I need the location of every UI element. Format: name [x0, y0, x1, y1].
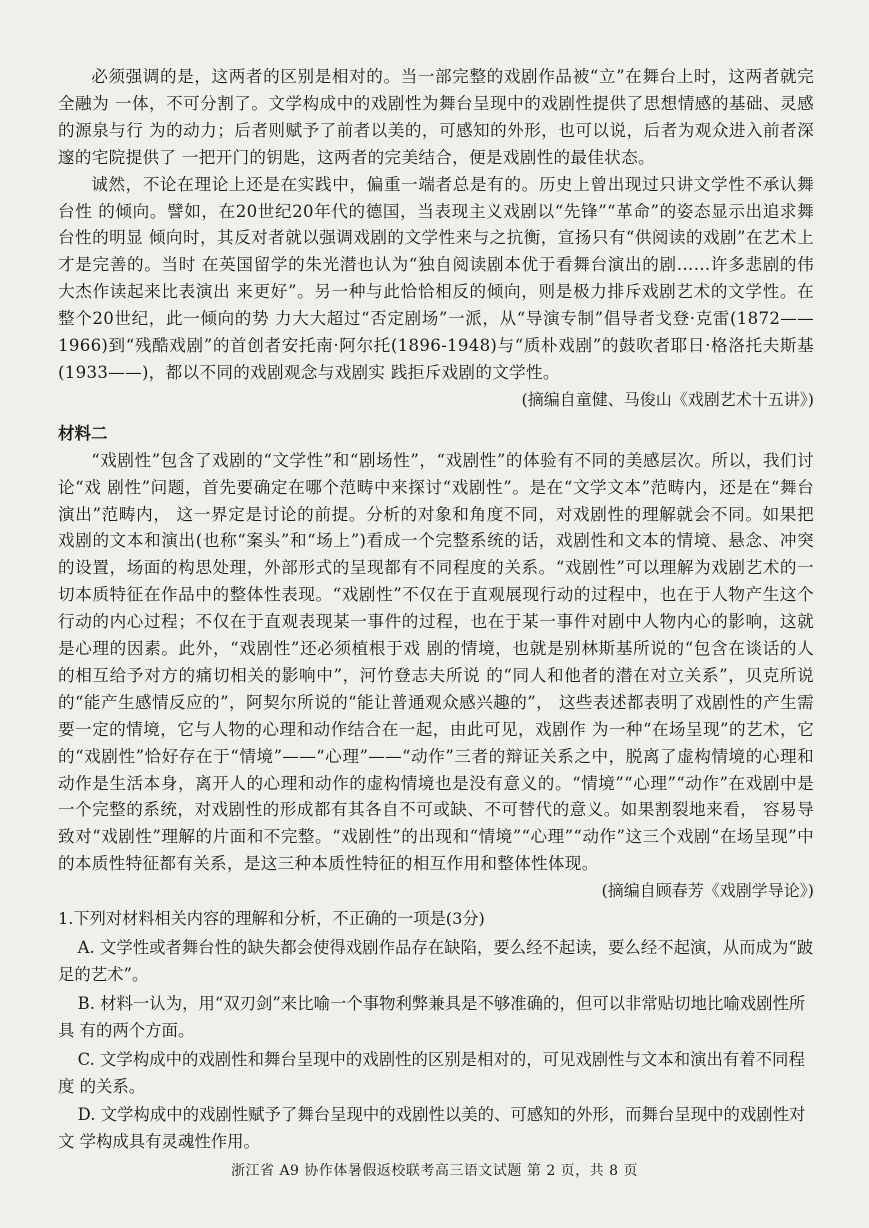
material-2-heading: 材料二 — [58, 423, 108, 443]
option-c: C. 文学构成中的戏剧性和舞台呈现中的戏剧性的区别是相对的，可见戏剧性与文本和演出有着不同程度 的关系。 — [58, 1049, 805, 1096]
exam-page-body — [58, 64, 814, 1156]
page-footer: 浙江省 A9 协作体暑假返校联考高三语文试题 第 2 页，共 8 页 — [231, 1163, 638, 1179]
source-citation-2: (摘编自顾春芳《戏剧学导论》) — [601, 881, 814, 901]
paragraph-2: 诚然，不论在理论上还是在实践中，偏重一端者总是有的。历史上曾出现过只讲文学性不承认舞台性 的倾向。譬如，在20世纪20年代的德国，当表现主义戏剧以“先锋”“革命”的姿态显示出追求舞台性的明显 倾向时，其反对者就以强调戏剧的文学性来与之抗衡，宣扬只有“供阅读的戏剧”在艺术上才是完善的。当时 在英国留学的朱光潜也认为“独自阅读剧本优于看舞台演出的剧……许多悲剧的伟大杰作读起来比表演出 来更好”。另一种与此恰恰相反的倾向，则是极力排斥戏剧艺术的文学性。在整个20世纪，此一倾向的势 力大大超过“否定剧场”一派，从“导演专制”倡导者戈登·克雷(1872——1966)到“残酷戏剧”的首创者安托南·阿尔托(1896-1948)与“质朴戏剧”的鼓吹者耶日·格洛托夫斯基(1933——)，都以不同的戏剧观念与戏剧实 践拒斥戏剧的文学性。 — [58, 174, 814, 382]
question-stem: 1.下列对材料相关内容的理解和分析，不正确的一项是(3分) — [58, 909, 485, 929]
source-citation-1: (摘编自童健、马俊山《戏剧艺术十五讲》) — [521, 389, 814, 409]
option-a: A. 文学性或者舞台性的缺失都会使得戏剧作品存在缺陷，要么经不起读，要么经不起演，从而成为“跛足的艺术”。 — [58, 938, 814, 984]
option-d: D. 文学构成中的戏剧性赋予了舞台呈现中的戏剧性以美的、可感知的外形，而舞台呈现中的戏剧性对文 学构成具有灵魂性作用。 — [58, 1105, 806, 1152]
paragraph-1: 必须强调的是，这两者的区别是相对的。当一部完整的戏剧作品被“立”在舞台上时，这两者就完全融为 一体，不可分割了。文学构成中的戏剧性为舞台呈现中的戏剧性提供了思想情感的基础、灵感的源泉与行 为的动力；后者则赋予了前者以美的，可感知的外形，也可以说，后者为观众进入前者深邃的宅院提供了 一把开门的钥匙，这两者的完美结合，便是戏剧性的最佳状态。 — [58, 67, 814, 167]
material-2-paragraph: “戏剧性”包含了戏剧的“文学性”和“剧场性”，“戏剧性”的体验有不同的美感层次。所以，我们讨论“戏 剧性”问题，首先要确定在哪个范畴中来探讨“戏剧性”。是在“文学文本”范畴内，还是在“舞台演出”范畴内， 这一界定是讨论的前提。分析的对象和角度不同，对戏剧性的理解就会不同。如果把戏剧的文本和演出(也称“案头”和“场上”)看成一个完整系统的话，戏剧性和文本的情境、悬念、冲突的设置，场面的构思处理，外部形式的呈现都有不同程度的关系。“戏剧性”可以理解为戏剧艺术的一切本质特征在作品中的整体性表现。“戏剧性”不仅在于直观展现行动的过程中，也在于人物产生这个行动的内心过程；不仅在于直观表现某一事件的过程，也在于某一事件对剧中人物内心的影响，这就是心理的因素。此外，“戏剧性”还必须植根于戏 剧的情境，也就是别林斯基所说的“包含在谈话的人的相互给予对方的痛切相关的影响中”，河竹登志夫所说 的“同人和他者的潜在对立关系”，贝克所说的“能产生感情反应的”，阿契尔所说的“能让普通观众感兴趣的”， 这些表述都表明了戏剧性的产生需要一定的情境，它与人物的心理和动作结合在一起，由此可见，戏剧作 为一种“在场呈现”的艺术，它的“戏剧性”恰好存在于“情境”——“心理”——“动作”三者的辩证关系之中，脱离了虚构情境的心理和动作是生活本身，离开人的心理和动作的虚构情境也是没有意义的。“情境”“心理”“动作”在戏剧中是一个完整的系统，对戏剧性的形成都有其各自不可或缺、不可替代的意义。如果割裂地来看， 容易导致对“戏剧性”理解的片面和不完整。“戏剧性”的出现和“情境”“心理”“动作”这三个戏剧“在场呈现”中的本质性特征都有关系，是这三种本质性特征的相互作用和整体性体现。 — [58, 450, 814, 874]
option-b: B. 材料一认为，用“双刃剑”来比喻一个事物利弊兼具是不够准确的，但可以非常贴切地比喻戏剧性所具 有的两个方面。 — [58, 993, 806, 1040]
